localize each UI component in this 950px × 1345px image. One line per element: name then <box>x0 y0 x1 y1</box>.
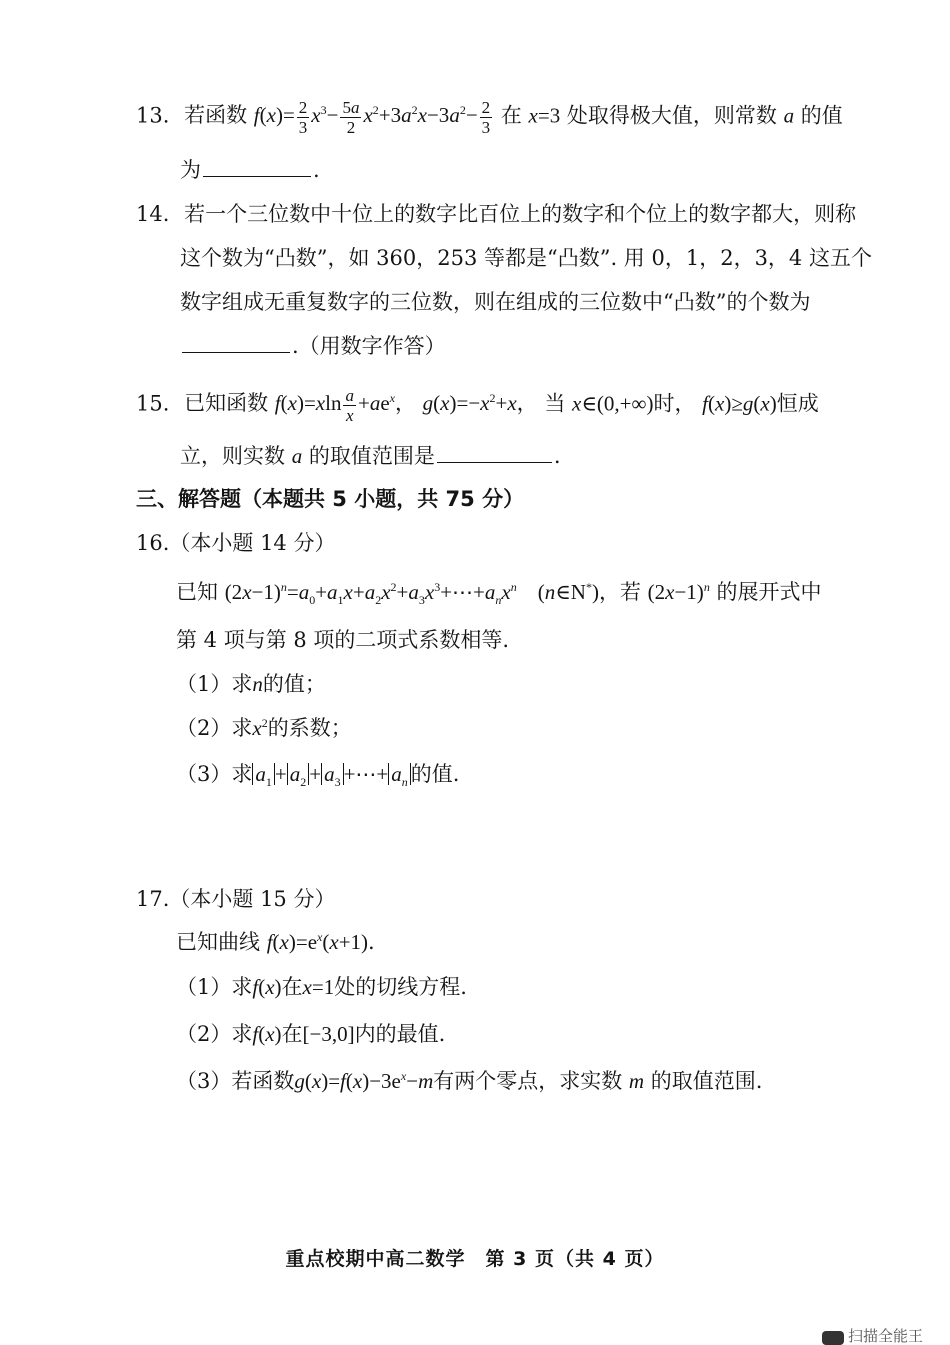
q17-part1-point: x=1 <box>302 975 335 999</box>
q16-binomial: $(2x-1)^n$ <box>647 580 710 604</box>
q16-intro-lead: 已知 <box>176 580 218 604</box>
q16-part1-a: （1）求 <box>176 672 253 696</box>
q15-line2-var: a <box>291 444 303 468</box>
q17-part3 <box>176 1066 762 1096</box>
q16-part1 <box>176 669 326 699</box>
q15-g-formula: $g(x)=-x^2+x$， <box>422 391 538 416</box>
q16-header-text: 16.（本小题 14 分） <box>136 531 336 555</box>
q17-intro-a: 已知曲线 <box>176 930 260 954</box>
q15-line1 <box>136 386 819 425</box>
q15-when: 当 <box>544 391 566 416</box>
q15-line2 <box>180 441 561 471</box>
q16-part3-sum: $a_1 + a_2 + a_3$ +⋯+ $a_n$ <box>252 762 410 786</box>
q16-part2 <box>176 713 352 743</box>
q13-line2-end: . <box>313 158 320 182</box>
q17-part3-formula: $g(x)=f(x)-3e^x-m$ <box>294 1069 434 1093</box>
section3-title <box>136 484 524 514</box>
q17-intro-end: . <box>368 930 375 954</box>
q14-text-1: 若一个三位数中十位上的数字比百位上的数字和个位上的数字都大，则称 <box>184 202 857 226</box>
q13-cond: 处取得极大值，则常数 <box>566 103 777 128</box>
q15-lead: 已知函数 <box>184 391 269 416</box>
q16-part3 <box>176 759 459 789</box>
scanner-watermark-text: 扫描全能王 <box>848 1327 924 1345</box>
q15-f-formula: f(x)=xln $\frac{a}{x}$ $+ae^x$， <box>274 386 416 425</box>
q17-part1 <box>176 972 467 1002</box>
q13-lead: 若函数 <box>184 103 248 128</box>
q17-part2-fx: f(x) <box>252 1022 282 1046</box>
q13-line1 <box>136 98 843 137</box>
q17-part3-var: m <box>628 1069 645 1093</box>
q13-end: 的值 <box>800 103 843 128</box>
q13-line2 <box>180 155 320 185</box>
q14-line4 <box>180 331 446 361</box>
q16-header <box>136 528 335 558</box>
q13-formula: f(x)= $\frac{2}{3}$ $x^3-$ $\frac{5a}{2}$ $x^2+3a^2x-3a^2-$ $\frac{2}{3}$ <box>253 98 491 137</box>
q16-part2-a: （2）求 <box>176 716 253 740</box>
q17-part2-a: （2）求 <box>176 1022 253 1046</box>
section3-title-text: 三、解答题（本题共 5 小题，共 75 分） <box>136 487 525 511</box>
q16-line2-text: 第 4 项与第 8 项的二项式系数相等. <box>176 628 510 652</box>
scanner-watermark <box>822 1325 932 1345</box>
page-footer <box>0 1244 950 1271</box>
q16-part2-b: 的系数； <box>267 716 352 740</box>
q17-part3-a: （3）若函数 <box>176 1069 295 1093</box>
q15-answer-blank <box>437 442 552 463</box>
q17-header <box>136 884 335 914</box>
q17-part3-b: 有两个零点，求实数 <box>433 1069 623 1093</box>
q14-answer-blank <box>182 332 290 353</box>
q16-line2 <box>176 625 509 655</box>
q13-tail: 在 <box>500 103 522 128</box>
q16-part1-var: n <box>252 672 263 696</box>
q14-text-3: 数字组成无重复数字的三位数，则在组成的三位数中“凸数”的个数为 <box>180 290 811 314</box>
q16-intro <box>176 577 822 607</box>
q16-part2-term: $x^2$ <box>252 716 268 740</box>
q16-part3-b: 的值. <box>410 762 460 786</box>
q17-curve-formula: $f(x)=e^x(x+1)$ <box>266 930 369 954</box>
q15-number: 15. <box>136 391 170 416</box>
q13-var-a: a <box>783 103 795 128</box>
q17-part1-a: （1）求 <box>176 975 253 999</box>
q15-line2-text: 立，则实数 <box>180 444 285 468</box>
q17-part2 <box>176 1019 445 1049</box>
q16-intro-mid: ，若 <box>598 580 641 604</box>
q17-part1-c: 处的切线方程. <box>334 975 467 999</box>
q13-number: 13. <box>136 103 170 128</box>
q15-time: 时， <box>653 391 696 416</box>
q17-part3-c: 的取值范围. <box>650 1069 763 1093</box>
q17-part1-b: 在 <box>281 975 303 999</box>
q16-intro-tail: 的展开式中 <box>716 580 822 604</box>
q13-point: x=3 <box>528 103 561 128</box>
scanner-logo-icon <box>822 1331 844 1345</box>
q14-line1 <box>136 199 856 229</box>
q16-part1-b: 的值； <box>262 672 326 696</box>
q14-line3 <box>180 287 810 317</box>
q17-part2-b: 在 <box>281 1022 303 1046</box>
q15-hold: 恒成 <box>776 391 819 416</box>
q15-line2-tail: 的取值范围是 <box>308 444 435 468</box>
q17-part2-c: 内的最值. <box>354 1022 446 1046</box>
q16-part3-a: （3）求 <box>176 762 253 786</box>
q17-part2-interval: [−3,0] <box>302 1022 355 1046</box>
q16-expansion-formula: $(2x-1)^n=a_0+a_1x+a_2x^2+a_3x^3+\cdots+a_nx^n$ (n∈N*) <box>224 580 599 608</box>
q13-line2-start: 为 <box>180 158 201 182</box>
q14-number: 14. <box>136 202 170 226</box>
q17-part1-fx: f(x) <box>252 975 282 999</box>
q15-line2-end: . <box>553 444 561 468</box>
q14-text-2: 这个数为“凸数”，如 360，253 等都是“凸数”. 用 0，1，2，3，4 这五个 <box>180 246 872 270</box>
q15-domain: x∈(0,+∞) <box>572 391 654 416</box>
q14-line2 <box>180 243 872 273</box>
q14-last-line: .（用数字作答） <box>292 334 446 358</box>
q17-header-text: 17.（本小题 15 分） <box>136 887 336 911</box>
q13-answer-blank <box>203 156 311 177</box>
q17-intro <box>176 927 375 957</box>
q15-inequality: f(x)≥g(x) <box>702 391 777 416</box>
page-footer-text: 重点校期中高二数学 第 3 页（共 4 页） <box>285 1248 665 1270</box>
